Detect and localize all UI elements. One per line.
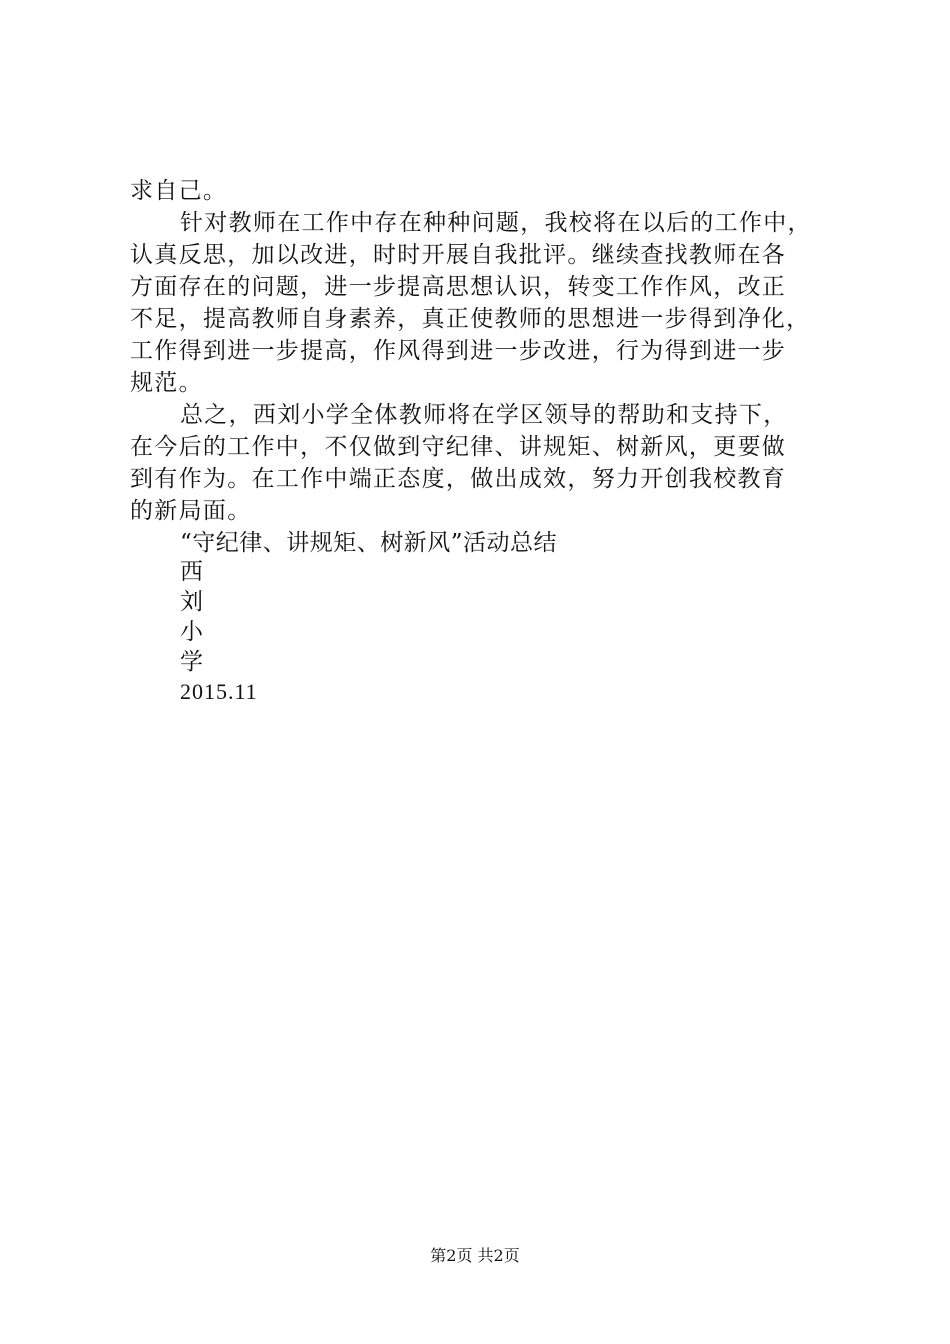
text-line: 的新局面。 [130,498,252,524]
text-line: 求自己。 [130,178,228,204]
text-line: 到有作为。在工作中端正态度，做出成效，努力开创我校教育 [130,466,787,492]
page-footer: 第2页 共2页 [430,1246,520,1265]
text-line: 工作得到进一步提高，作风得到进一步改进，行为得到进一步 [130,338,787,364]
paragraph-start: 针对教师在工作中存在种种问题，我校将在以后的工作中， [180,210,812,236]
signature-char: 刘 [180,589,205,615]
activity-subtitle: “守纪律、讲规矩、树新风”活动总结 [180,530,558,556]
signature-char: 小 [180,619,205,645]
text-line: 认真反思，加以改进，时时开展自我批评。继续查找教师在各 [130,242,787,268]
text-line: 方面存在的问题，进一步提高思想认识，转变工作作风，改正 [130,274,787,300]
text-line: 在今后的工作中，不仅做到守纪律、讲规矩、树新风，更要做 [130,434,787,460]
document-date: 2015.11 [180,679,258,704]
text-line: 规范。 [130,370,203,396]
signature-char: 西 [180,559,205,585]
signature-char: 学 [180,649,205,675]
document-body [130,175,835,707]
text-line: 不足，提高教师自身素养，真正使教师的思想进一步得到净化， [130,306,811,332]
paragraph-start: 总之，西刘小学全体教师将在学区领导的帮助和支持下， [180,402,788,428]
